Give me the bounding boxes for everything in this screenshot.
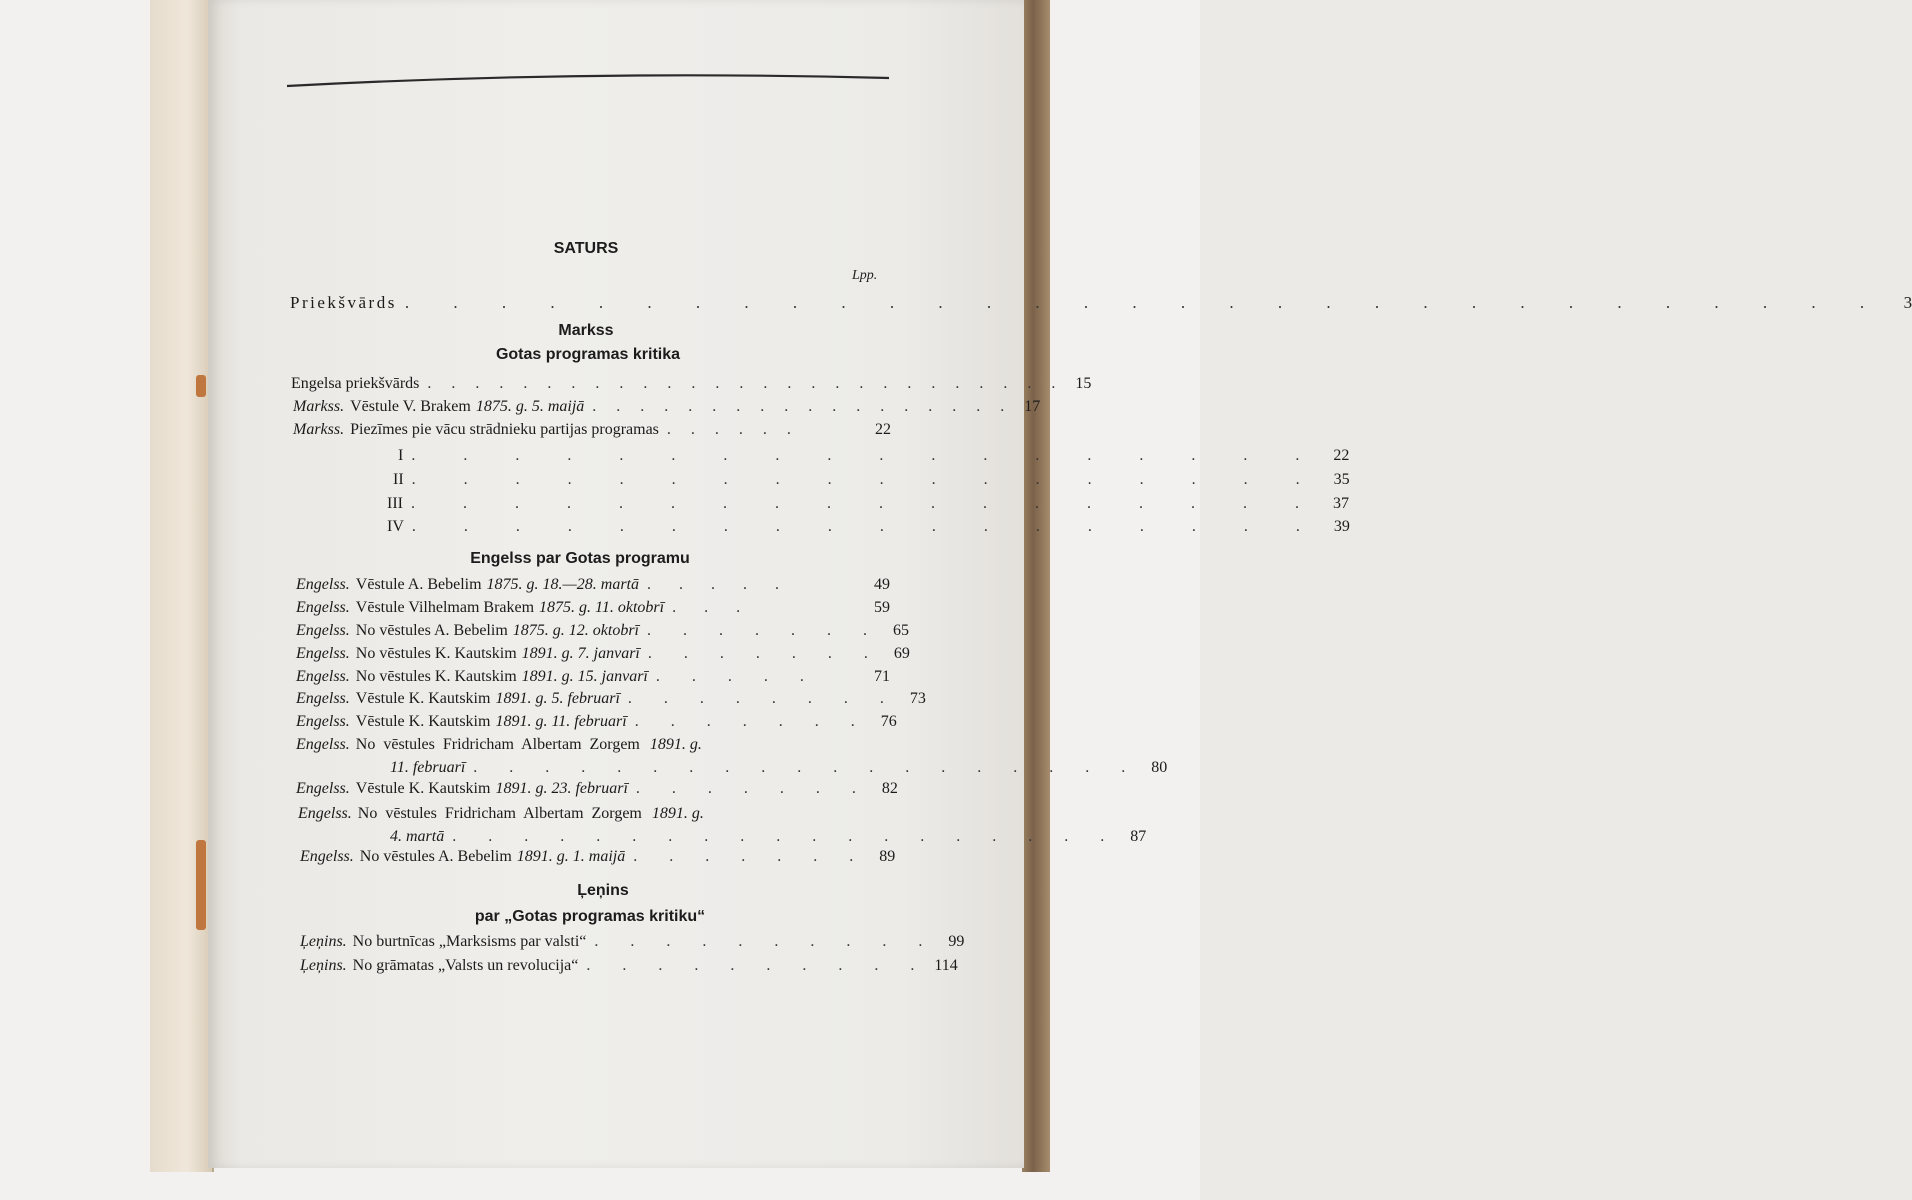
book-cover-right (1022, 0, 1050, 1172)
entry-date: 1891. g. 7. janvarī (521, 645, 640, 662)
dot-leader: . . . . . . . . . . . . . . . . . . . . . . . . . . . . . . . (404, 293, 1885, 312)
toc-entry[interactable] (296, 713, 897, 731)
toc-entry[interactable] (300, 848, 896, 866)
dot-leader: . . . . . . . . . . . . . . . . . . . (452, 828, 1119, 845)
entry-title: No burtnīcas „Marksisms par valsti“ (352, 933, 587, 950)
entry-title: IV (387, 518, 404, 535)
toc-entry[interactable] (293, 398, 1041, 416)
toc-entry[interactable] (293, 421, 891, 439)
page-number: 17 (1024, 398, 1041, 415)
page-tear-mark (196, 375, 206, 397)
entry-title: No vēstules A. Bebelim (359, 848, 512, 865)
dot-leader: . . . (672, 599, 753, 616)
entry-title: No vēstules Fridricham Albertam Zorgem (357, 805, 642, 822)
top-rule (285, 68, 891, 90)
dot-leader: . . . . . . . . . . (594, 933, 937, 950)
entry-author: Engelss. (296, 713, 350, 730)
page-number: 37 (1332, 495, 1349, 512)
toc-entry-preface[interactable] (290, 293, 1912, 313)
toc-entry[interactable] (300, 933, 965, 951)
dot-leader: . . . . . . . . . . . . . . . . . . (411, 447, 1322, 464)
entry-title: Vēstule K. Kautskim (355, 713, 491, 730)
dot-leader: . . . . . . . . (627, 690, 898, 707)
page-number: 76 (880, 713, 897, 730)
page-number: 65 (892, 622, 909, 639)
entry-author: Engelss. (296, 576, 350, 593)
entry-title: Vēstule K. Kautskim (355, 780, 491, 797)
entry-title: No vēstules Fridricham Albertam Zorgem (355, 736, 640, 753)
entry-date: 1891. g. 15. janvarī (521, 668, 648, 685)
entry-title: No vēstules K. Kautskim (355, 668, 517, 685)
entry-author: Ļeņins. (300, 933, 347, 950)
entry-author: Engelss. (296, 780, 350, 797)
section-author: Markss (558, 322, 614, 339)
toc-entry-continuation (390, 759, 1168, 777)
toc-entry[interactable] (296, 780, 898, 798)
dot-leader: . . . . . . . . . . (586, 957, 929, 974)
page-number: 35 (1333, 471, 1350, 488)
entry-date: 1891. g. 1. maijā (516, 848, 626, 865)
toc-subentry[interactable] (393, 471, 1350, 489)
toc-entry[interactable] (296, 668, 890, 686)
page-number: 99 (948, 933, 965, 950)
entry-title: No vēstules A. Bebelim (355, 622, 508, 639)
entry-author: Engelss. (298, 805, 352, 822)
page-number: 114 (934, 957, 958, 974)
dot-leader: . . . . . (647, 576, 791, 593)
dot-leader: . . . . . . . (633, 848, 868, 865)
entry-title: Engelsa priekšvārds (291, 375, 420, 392)
section-author: Ļeņins (577, 882, 629, 899)
entry-date: 1891. g. 5. februarī (495, 690, 620, 707)
dot-leader: . . . . . . . (634, 713, 869, 730)
page-number: 71 (874, 668, 890, 685)
entry-author: Engelss. (296, 668, 350, 685)
toc-entry[interactable] (296, 645, 910, 663)
entry-title: Vēstule A. Bebelim (355, 576, 482, 593)
contents-title: SATURS (553, 240, 619, 257)
entry-title: II (393, 471, 404, 488)
section-title: Gotas programas kritika (495, 346, 681, 363)
toc-subentry[interactable] (398, 447, 1350, 465)
page-number: 73 (909, 690, 926, 707)
dot-leader: . . . . . . . . . . . . . . . . . . (411, 471, 1322, 488)
entry-title: I (398, 447, 404, 464)
dot-leader: . . . . . . . . . . . . . . . . . . . (473, 759, 1140, 776)
toc-entry[interactable] (296, 576, 890, 594)
entry-author: Engelss. (296, 622, 350, 639)
entry-author: Markss. (293, 421, 345, 438)
entry-title: Piezīmes pie vācu strādnieku partijas programas (350, 421, 659, 438)
entry-title: Priekšvārds (290, 293, 397, 312)
page-number: 59 (874, 599, 890, 616)
entry-date: 1875. g. 11. oktobrī (539, 599, 665, 616)
entry-title: No grāmatas „Valsts un revolucija“ (352, 957, 579, 974)
book-cover-left (150, 0, 214, 1172)
entry-author: Engelss. (296, 690, 350, 707)
entry-author: Engelss. (296, 736, 350, 753)
entry-date: 4. martā (390, 828, 445, 845)
entry-title: Vēstule V. Brakem (350, 398, 471, 415)
toc-entry[interactable] (296, 622, 909, 640)
dot-leader: . . . . . . . (647, 645, 882, 662)
entry-date: 11. februarī (390, 759, 466, 776)
toc-entry[interactable] (296, 690, 926, 708)
page-column-label: Lpp. (852, 268, 878, 283)
toc-entry[interactable] (291, 375, 1092, 393)
entry-title: Vēstule Vilhelmam Brakem (355, 599, 535, 616)
page-number: 82 (881, 780, 898, 797)
page-number: 3 (1903, 293, 1912, 312)
dot-leader: . . . . . . . (646, 622, 881, 639)
entry-date: 1891. g. 11. februarī (495, 713, 627, 730)
dot-leader: . . . . . (655, 668, 818, 685)
dot-leader: . . . . . . . (635, 780, 870, 797)
page-number: 22 (875, 421, 891, 438)
section-title: par „Gotas programas kritiku“ (474, 908, 706, 925)
dot-leader: . . . . . . (666, 421, 799, 438)
entry-title: III (387, 495, 403, 512)
dot-leader: . . . . . . . . . . . . . . . . . . (410, 495, 1321, 512)
page-number: 15 (1075, 375, 1092, 392)
dot-leader: . . . . . . . . . . . . . . . . . . (411, 518, 1322, 535)
entry-title: No vēstules K. Kautskim (355, 645, 517, 662)
toc-entry[interactable] (298, 805, 858, 823)
toc-subentry[interactable] (387, 518, 1350, 536)
page-number: 39 (1333, 518, 1350, 535)
page-number: 69 (893, 645, 910, 662)
entry-date: 1891. g. 23. februarī (495, 780, 628, 797)
toc-subentry[interactable] (387, 495, 1349, 513)
entry-author: Engelss. (296, 645, 350, 662)
page-number: 89 (879, 848, 896, 865)
dot-leader: . . . . . . . . . . . . . . . . . . . . . . . . . . . (427, 375, 1064, 392)
section-title: Engelss par Gotas programu (470, 550, 690, 567)
entry-author: Engelss. (300, 848, 354, 865)
entry-author: Markss. (293, 398, 345, 415)
toc-entry[interactable] (296, 599, 890, 617)
entry-date: 1891. g. (651, 805, 704, 822)
entry-author: Engelss. (296, 599, 350, 616)
entry-date: 1875. g. 5. maijā (475, 398, 585, 415)
page-number: 80 (1151, 759, 1168, 776)
entry-date: 1891. g. (649, 736, 702, 753)
toc-entry[interactable] (296, 736, 856, 754)
page-number: 87 (1130, 828, 1147, 845)
page-number: 22 (1333, 447, 1350, 464)
entry-author: Ļeņins. (300, 957, 347, 974)
dot-leader: . . . . . . . . . . . . . . . . . . (592, 398, 1013, 415)
entry-title: Vēstule K. Kautskim (355, 690, 491, 707)
toc-entry-continuation (390, 828, 1147, 846)
page-number: 49 (874, 576, 890, 593)
entry-date: 1875. g. 12. oktobrī (512, 622, 639, 639)
toc-entry[interactable] (300, 957, 958, 975)
entry-date: 1875. g. 18.—28. martā (486, 576, 639, 593)
